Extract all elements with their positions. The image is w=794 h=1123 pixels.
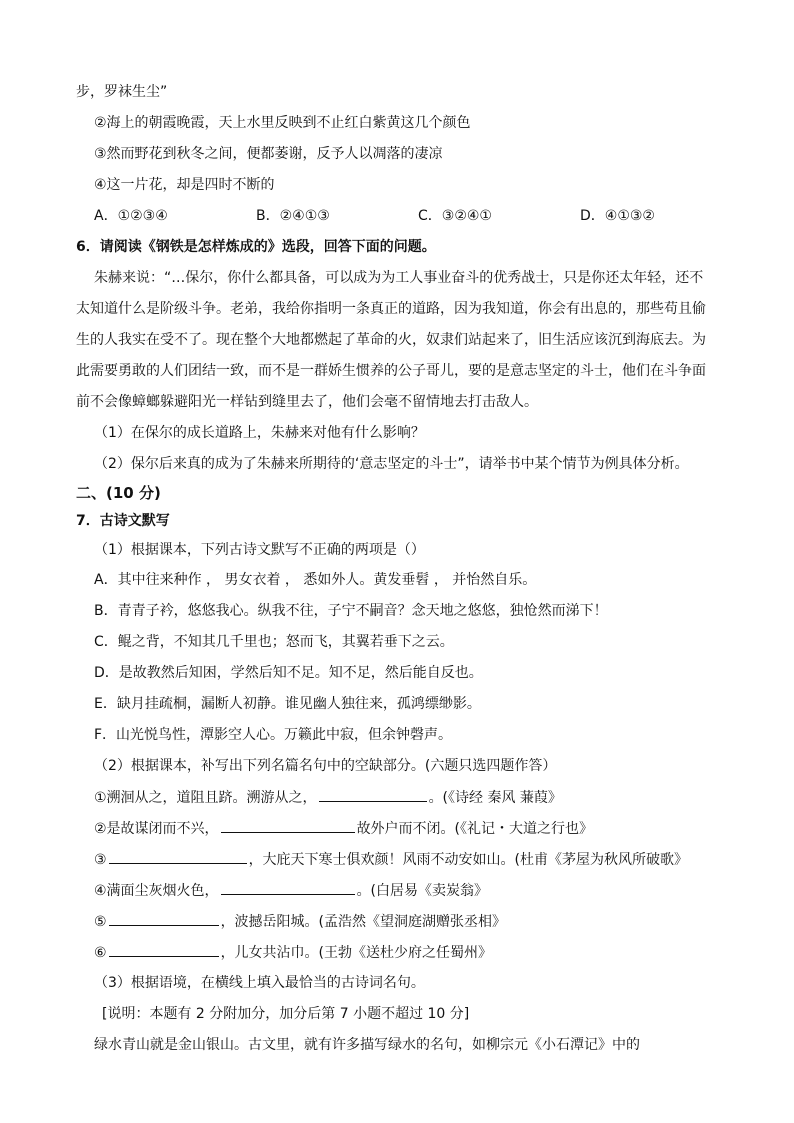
answer-blank-4[interactable] [221, 880, 355, 895]
q7-choice-d: D．是故教然后知困，学然后知不足。知不足，然后能自反也。 [94, 665, 483, 681]
fill-item-1 [94, 787, 562, 807]
fill-item-1-prefix: ①溯洄从之，道阻且跻。溯游从之， [94, 790, 317, 806]
fill-item-5-prefix: ⑤ [94, 914, 107, 930]
answer-blank-1[interactable] [319, 787, 427, 802]
q7-sub1-title: （1）根据课本，下列古诗文默写不正确的两项是（） [94, 542, 425, 558]
section-2-title: 二、(10 分) [76, 484, 161, 502]
fill-item-4-suffix: 。(白居易《卖炭翁》 [356, 883, 489, 899]
q6-para-line-5: 前不会像蟑螂躲避阳光一样钻到缝里去了，他们会毫不留情地去打击敌人。 [76, 394, 538, 410]
fill-item-1-suffix: 。(《诗经 秦风 蒹葭》 [428, 790, 562, 806]
answer-blank-6[interactable] [109, 942, 219, 957]
q7-sub3-title: （3）根据语境，在横线上填入最恰当的古诗词名句。 [94, 975, 425, 991]
fill-item-5-suffix: ，波撼岳阳城。(孟浩然《望洞庭湖赠张丞相》 [220, 914, 507, 930]
q7-choice-c: C．鲲之背，不知其几千里也；怒而飞，其翼若垂下之云。 [94, 634, 454, 650]
q6-para-line-4: 此需要勇敢的人们团结一致，而不是一群娇生惯养的公子哥儿，要的是意志坚定的斗士，他们在斗争面 [76, 363, 706, 379]
q5-option-b: B．②④①③ [256, 208, 330, 224]
q5-item-3: ③然而野花到秋冬之间，便都萎谢，反予人以凋落的凄凉 [94, 146, 443, 162]
q7-choice-f: F．山光悦鸟性，潭影空人心。万籁此中寂，但余钟磬声。 [94, 727, 453, 743]
fill-item-6-suffix: ，儿女共沾巾。(王勃《送杜少府之任蜀州》 [220, 945, 493, 961]
fill-item-2 [94, 818, 593, 838]
fill-item-2-prefix: ②是故谋闭而不兴， [94, 821, 219, 837]
fill-item-3-prefix: ③ [94, 852, 107, 868]
fill-item-4 [94, 880, 488, 900]
q7-note: [说明：本题有 2 分附加分，加分后第 7 小题不超过 10 分] [102, 1006, 470, 1022]
q7-choice-e: E．缺月挂疏桐，漏断人初静。谁见幽人独往来，孤鸿缥缈影。 [94, 696, 481, 712]
q7-last-line: 绿水青山就是金山银山。古文里，就有许多描写绿水的名句，如柳宗元《小石潭记》中的 [94, 1037, 640, 1053]
q6-subquestion-2: （2）保尔后来真的成为了朱赫来所期待的‘意志坚定的斗士”，请举书中某个情节为例具体分析。 [94, 456, 689, 472]
q5-option-c: C．③②④① [418, 208, 492, 224]
q7-choice-a: A．其中往来种作 ， 男女衣着 ， 悉如外人。黄发垂髫 ， 并怡然自乐。 [94, 572, 537, 588]
fill-item-6 [94, 942, 492, 962]
fill-item-4-prefix: ④满面尘灰烟火色， [94, 883, 219, 899]
q6-subquestion-1: （1）在保尔的成长道路上，朱赫来对他有什么影响？ [94, 425, 425, 441]
answer-blank-3[interactable] [109, 849, 247, 864]
q5-item-2: ②海上的朝霞晚霞，天上水里反映到不止红白紫黄这几个颜色 [94, 115, 471, 131]
q6-para-line-3: 生的人我实在受不了。现在整个大地都燃起了革命的火，奴隶们站起来了，旧生活应该沉到海底去。为 [76, 332, 706, 348]
fill-item-2-suffix: 故外户而不闭。(《礼记・大道之行也》 [356, 821, 594, 837]
fill-item-3-suffix: ，大庇天下寒士俱欢颜！风雨不动安如山。(杜甫《茅屋为秋风所破歌》 [248, 852, 689, 868]
q5-line-continuation: 步，罗袜生尘” [76, 84, 168, 100]
q6-title: 6．请阅读《钢铁是怎样炼成的》选段，回答下面的问题。 [76, 239, 436, 255]
answer-blank-5[interactable] [109, 911, 219, 926]
q6-para-line-2: 太知道什么是阶级斗争。老弟，我给你指明一条真正的道路，因为我知道，你会有出息的，那些苟且偷 [76, 301, 706, 317]
fill-item-3 [94, 849, 688, 869]
q5-option-a: A．①②③④ [94, 208, 168, 224]
q5-item-4: ④这一片花，却是四时不断的 [94, 177, 275, 193]
q7-choice-b: B．青青子衿，悠悠我心。纵我不往，子宁不嗣音？念天地之悠悠，独怆然而涕下！ [94, 603, 608, 619]
q6-para-line-1: 朱赫来说：“…保尔，你什么都具备，可以成为为工人事业奋斗的优秀战士，只是你还太年轻，还不 [94, 270, 704, 286]
q7-sub2-title: （2）根据课本，补写出下列名篇名句中的空缺部分。(六题只选四题作答） [94, 758, 557, 774]
fill-item-6-prefix: ⑥ [94, 945, 107, 961]
fill-item-5 [94, 911, 506, 931]
q7-title: 7．古诗文默写 [76, 513, 170, 529]
q5-option-d: D．④①③② [580, 208, 655, 224]
answer-blank-2[interactable] [221, 818, 355, 833]
